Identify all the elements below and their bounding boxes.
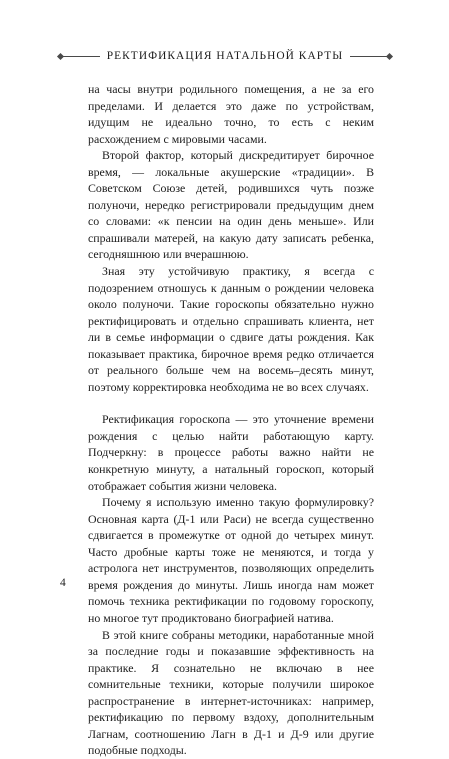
paragraph: В этой книге собраны методики, наработанные мной за последние годы и показавшие эффективность на практике. Я сознательно не включаю в нее сомнительные техники, которые получили широкое распространение в интернет-источниках: например, ректификацию по первому вздоху, дополнительным Лагнам, соотношению Лагн в Д-1 и Д-9 или другие подобные подходы. — [88, 627, 374, 758]
body-text — [88, 81, 374, 759]
header-rule-left — [60, 56, 100, 57]
paragraph: Ректификация гороскопа — это уточнение времени рождения с целью найти работающую карту. Подчеркну: в процессе работы важно найти не конкретную минуту, а натальный гороскоп, который отображает события жизни человека. — [88, 412, 374, 493]
paragraph-continuation: на часы внутри родильного помещения, а не за его пределами. И делается это даже по устройствам, идущим не идеально точно, то есть с неким расхождением с мировыми часами. — [88, 82, 374, 146]
running-head-title: РЕКТИФИКАЦИЯ НАТАЛЬНОЙ КАРТЫ — [106, 50, 344, 62]
header-rule-right — [350, 56, 390, 57]
paragraph: Зная эту устойчивую практику, я всегда с подозрением отношусь к данным о рождении человека около полуночи. Такие гороскопы обязательно нужно ректифицировать и отдельно спрашивать клиента, нет ли в семье информации о сдвиге даты рождения. Как показывает практика, бирочное время редко отличается от реального больше чем на восемь–десять минут, поэтому корректировка необходима не во всех случаях. — [88, 264, 374, 394]
running-head — [60, 46, 390, 66]
paragraph: Второй фактор, который дискредитирует бирочное время, — локальные акушерские «традиции». В Советском Союзе детей, родившихся чуть позже полуночи, нередко регистрировали предыдущим днем со словами: «к пенсии на один день меньше». Или спрашивали матерей, на какую дату записать ребенка, сегодняшнюю или вчерашнюю. — [88, 148, 374, 262]
page-number: 4 — [60, 577, 66, 589]
paragraph: Почему я использую именно такую формулировку? Основная карта (Д-1 или Раси) не всегда существенно сдвигается в промежутке от одной до четырех минут. Часто дробные карты тоже не меняются, и тогда у астролога нет инструментов, позволяющих определить время рождения до минуты. Лишь иногда нам может помочь техника ректификации по годовому гороскопу, но многое тут продиктовано биографией натива. — [88, 495, 374, 625]
